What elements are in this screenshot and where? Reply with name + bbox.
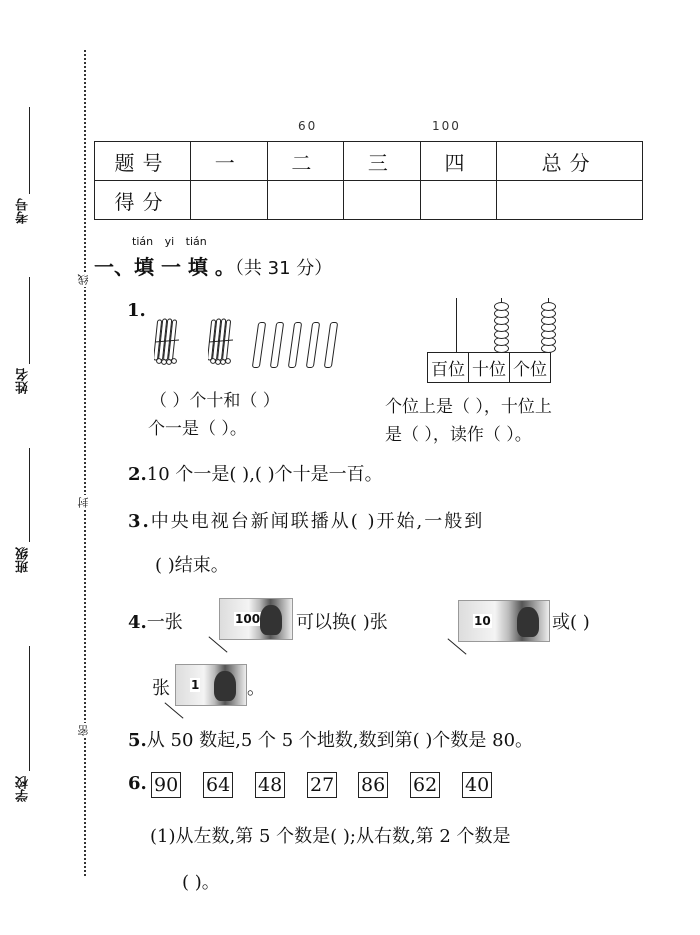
number-box: 40 <box>462 772 492 798</box>
number-box: 48 <box>255 772 285 798</box>
section-points: （共 31 分） <box>234 258 333 279</box>
school-label: 学校 <box>16 776 31 802</box>
abacus-bead <box>494 302 509 311</box>
section-pinyin: tián yi tián <box>132 235 207 248</box>
q6-number: 6. <box>128 773 147 794</box>
number-box: 27 <box>307 772 337 798</box>
header-cell: 总分 <box>497 142 643 181</box>
header-cell: 二 <box>267 142 344 181</box>
q2-number: 2. <box>128 464 147 485</box>
single-stick-icon <box>288 322 302 368</box>
q2-text: 10 个一是( ),( )个十是一百。 <box>146 464 383 485</box>
place-label-tens: 十位 <box>469 353 510 382</box>
score-table <box>94 141 643 220</box>
top-number-100: 100 <box>432 119 461 133</box>
exam-number-field[interactable] <box>29 107 30 194</box>
banknote-100-value: 100 <box>235 612 261 626</box>
abacus-rod-hundreds <box>456 298 457 352</box>
q1-right-line1: 个位上是（ ），十位上 <box>385 397 552 417</box>
q3-number: 3. <box>128 511 151 532</box>
q5-line <box>128 726 533 752</box>
header-cell: 题号 <box>95 142 191 181</box>
header-cell: 三 <box>344 142 421 181</box>
banknote-10-value: 10 <box>474 614 491 628</box>
header-cell: 四 <box>420 142 497 181</box>
q5-number: 5. <box>128 730 147 751</box>
name-label: 姓名 <box>16 368 31 394</box>
q4-text-e: 。 <box>247 678 265 699</box>
q4-text-c: 或( ) <box>552 612 590 633</box>
single-stick-icon <box>306 322 320 368</box>
score-table-score-row <box>95 181 643 220</box>
class-field[interactable] <box>29 448 30 542</box>
exam-number-label: 考号 <box>16 198 31 224</box>
score-cell[interactable] <box>191 181 268 220</box>
score-row-label: 得分 <box>95 181 191 220</box>
q4-number: 4. <box>128 612 147 633</box>
place-label-hundreds: 百位 <box>428 353 469 382</box>
q3-line1 <box>128 507 484 533</box>
q6-sub1-line2: ( )。 <box>182 872 220 893</box>
bundle-of-ten-icon <box>154 317 180 367</box>
q1-right-line2: 是（ ），读作（ ）。 <box>385 425 532 445</box>
single-stick-icon <box>270 322 284 368</box>
banknote-10-icon <box>458 600 550 642</box>
q2-line <box>128 460 383 486</box>
section-title <box>94 251 332 280</box>
score-cell[interactable] <box>344 181 421 220</box>
q1-number: 1. <box>127 300 146 321</box>
q4-text-a-label: 一张 <box>146 612 183 633</box>
bundle-of-ten-icon <box>208 317 234 367</box>
score-cell[interactable] <box>267 181 344 220</box>
score-cell[interactable] <box>497 181 643 220</box>
number-box: 64 <box>203 772 233 798</box>
cut-word-xian: 线 <box>77 274 90 285</box>
q1-left-line1: （ ）个十和（ ） <box>150 391 280 411</box>
school-field[interactable] <box>29 646 30 771</box>
top-number-60: 60 <box>298 119 318 133</box>
abacus-bead <box>541 302 556 311</box>
score-cell[interactable] <box>420 181 497 220</box>
place-label-ones: 个位 <box>513 360 547 380</box>
number-box: 90 <box>151 772 181 798</box>
header-cell: 一 <box>191 142 268 181</box>
q3-line2: ( )结束。 <box>155 555 229 576</box>
q5-text: 从 50 数起,5 个 5 个地数,数到第( )个数是 80。 <box>146 730 534 751</box>
q3-text-line1: 中央电视台新闻联播从( )开始,一般到 <box>150 511 485 532</box>
single-stick-icon <box>324 322 338 368</box>
banknote-1-icon <box>175 664 247 706</box>
class-label: 班级 <box>16 547 31 573</box>
score-table-header-row <box>95 142 643 181</box>
single-stick-icon <box>252 322 266 368</box>
cut-word-mi: 密 <box>77 725 90 736</box>
banknote-100-icon <box>219 598 293 640</box>
cut-word-feng: 封 <box>77 497 90 508</box>
binding-dotted-line <box>84 50 86 876</box>
abacus-place-labels <box>427 352 551 383</box>
banknote-1-value: 1 <box>191 678 200 692</box>
name-field[interactable] <box>29 277 30 364</box>
q4-text-a <box>128 608 183 634</box>
number-box: 62 <box>410 772 440 798</box>
number-box: 86 <box>358 772 388 798</box>
q1-left-line2: 个一是（ ）。 <box>148 419 247 439</box>
q4-text-b: 可以换( )张 <box>296 612 388 633</box>
q6-sub1-line1: (1)从左数,第 5 个数是( );从右数,第 2 个数是 <box>150 826 511 847</box>
section-title-text: 一、填 一 填 。 <box>94 255 235 279</box>
q4-text-d: 张 <box>152 678 170 699</box>
